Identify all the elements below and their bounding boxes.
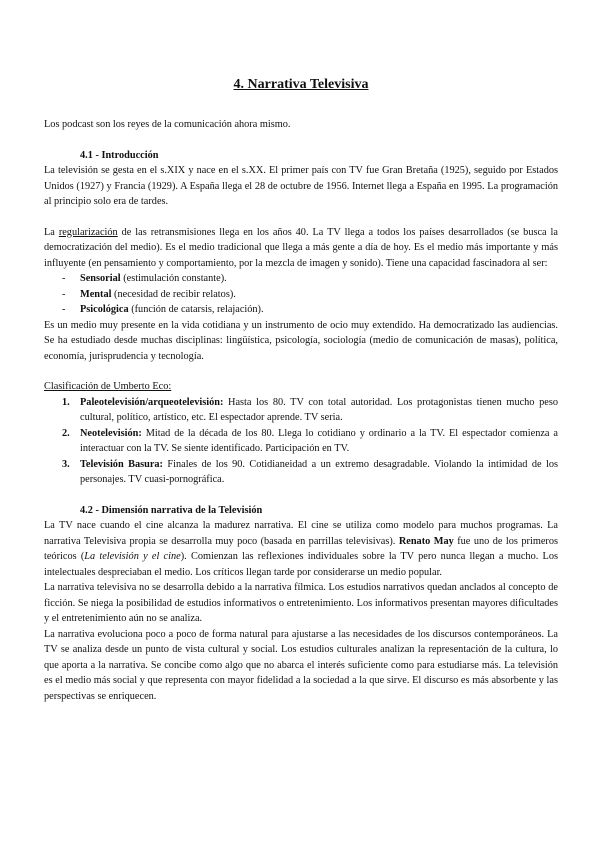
paragraph-history: La televisión se gesta en el s.XIX y nace en el s.XX. El primer país con TV fue Gran Bretaña (1925), seguido por Estados Unidos (1927) y Francia (1929). A España llega el 28 de octubre de 1956. Internet llega a España en 1995. La programación al principio solo era de tardes. bbox=[44, 165, 558, 207]
document-body bbox=[44, 76, 558, 704]
paragraph-everyday: Es un medio muy presente en la vida cotidiana y un instrumento de ocio muy extendido. Ha democratizado las audiencias. Se ha estudiado desde muchas disciplinas: lingüística, psicología, sociología (medio de comunicación de masas), política, economía, jurisprudencia y tecnología. bbox=[44, 319, 558, 362]
section-heading-4-2: 4.2 - Dimensión narrativa de la Televisión bbox=[80, 504, 263, 516]
list-item: 1. Paleotelevisión/arqueotelevisión: Hasta los 80. TV con total autoridad. Los protagonistas tienen mucho peso cultural, político, artístico, etc. El espectador aprende. TV seria. bbox=[62, 396, 558, 423]
traits-list bbox=[44, 271, 558, 318]
paragraph-evolution: La narrativa evoluciona poco a poco de forma natural para ajustarse a las necesidades de los discursos contemporáneos. La TV se analiza desde un punto de vista cultural y social. Los estudios culturales analizan la representación de la cultura, lo que aporta a la narrativa. Se concibe como algo que no abarca el interés suficiente como para estudiarse más. La televisión es el medio más social y que representa con mayor fidelidad a la sociedad a la que sirve. El discurso es más absorbente y las perspectivas se enriquecen. bbox=[44, 628, 558, 702]
intro-paragraph: Los podcast son los reyes de la comunicación ahora mismo. bbox=[44, 119, 291, 130]
paragraph-cinema: La TV nace cuando el cine alcanza la madurez narrativa. El cine se utiliza como modelo para muchos programas. La narrativa Televisiva propia se desarrolla muy poco (basada en parrillas televisivas). Renato May fue uno de los primeros teóricos (La televisión y el cine). Comienzan las reflexiones individuales sobre la TV pero nunca llegan a mucho. Los intelectuales despreciaban el medio. Los críticos llegan tarde por considerarse un medio popular. bbox=[44, 520, 558, 578]
list-item: 2. Neotelevisión: Mitad de la década de los 80. Llega lo cotidiano y ordinario a la TV. El espectador comienza a interactuar con la TV. Se siente identificado. Participación en TV. bbox=[62, 427, 558, 454]
eco-list bbox=[44, 395, 558, 488]
list-item: - Psicológica (función de catarsis, relajación). bbox=[62, 304, 264, 315]
paragraph-regularization: La regularización de las retransmisiones llega en los años 40. La TV llega a todos los países desarrollados (se busca la democratización del medio). Es el medio tradicional que llega a más gente a día de hoy. Es el medio más importante y más influyente (en pensamiento y comportamiento, por la mezcla de imagen y sonido). Tiene una capacidad fascinadora al ser: bbox=[44, 226, 558, 269]
section-heading-4-1: 4.1 - Introducción bbox=[80, 149, 159, 161]
page-title: 4. Narrativa Televisiva bbox=[233, 77, 369, 92]
list-item: - Mental (necesidad de recibir relatos). bbox=[62, 288, 236, 300]
list-item: 3. Televisión Basura: Finales de los 90. Cotidianeidad a un extremo desagradable. Violando la intimidad de los personajes. TV cuasi-pornográfica. bbox=[62, 458, 558, 485]
list-item: - Sensorial (estimulación constante). bbox=[62, 273, 227, 284]
paragraph-narrative: La narrativa televisiva no se desarrolla debido a la narrativa fílmica. Los estudios narrativos quedan anclados al concepto de ficción. Se niega la posibilidad de estudios informativos o entretenimiento. Los informativos presentan mayores dificultades y el entretenimiento aún no se analiza. bbox=[44, 582, 558, 624]
eco-classification-heading: Clasificación de Umberto Eco: bbox=[44, 381, 172, 392]
underlined-term: regularización bbox=[58, 226, 118, 238]
